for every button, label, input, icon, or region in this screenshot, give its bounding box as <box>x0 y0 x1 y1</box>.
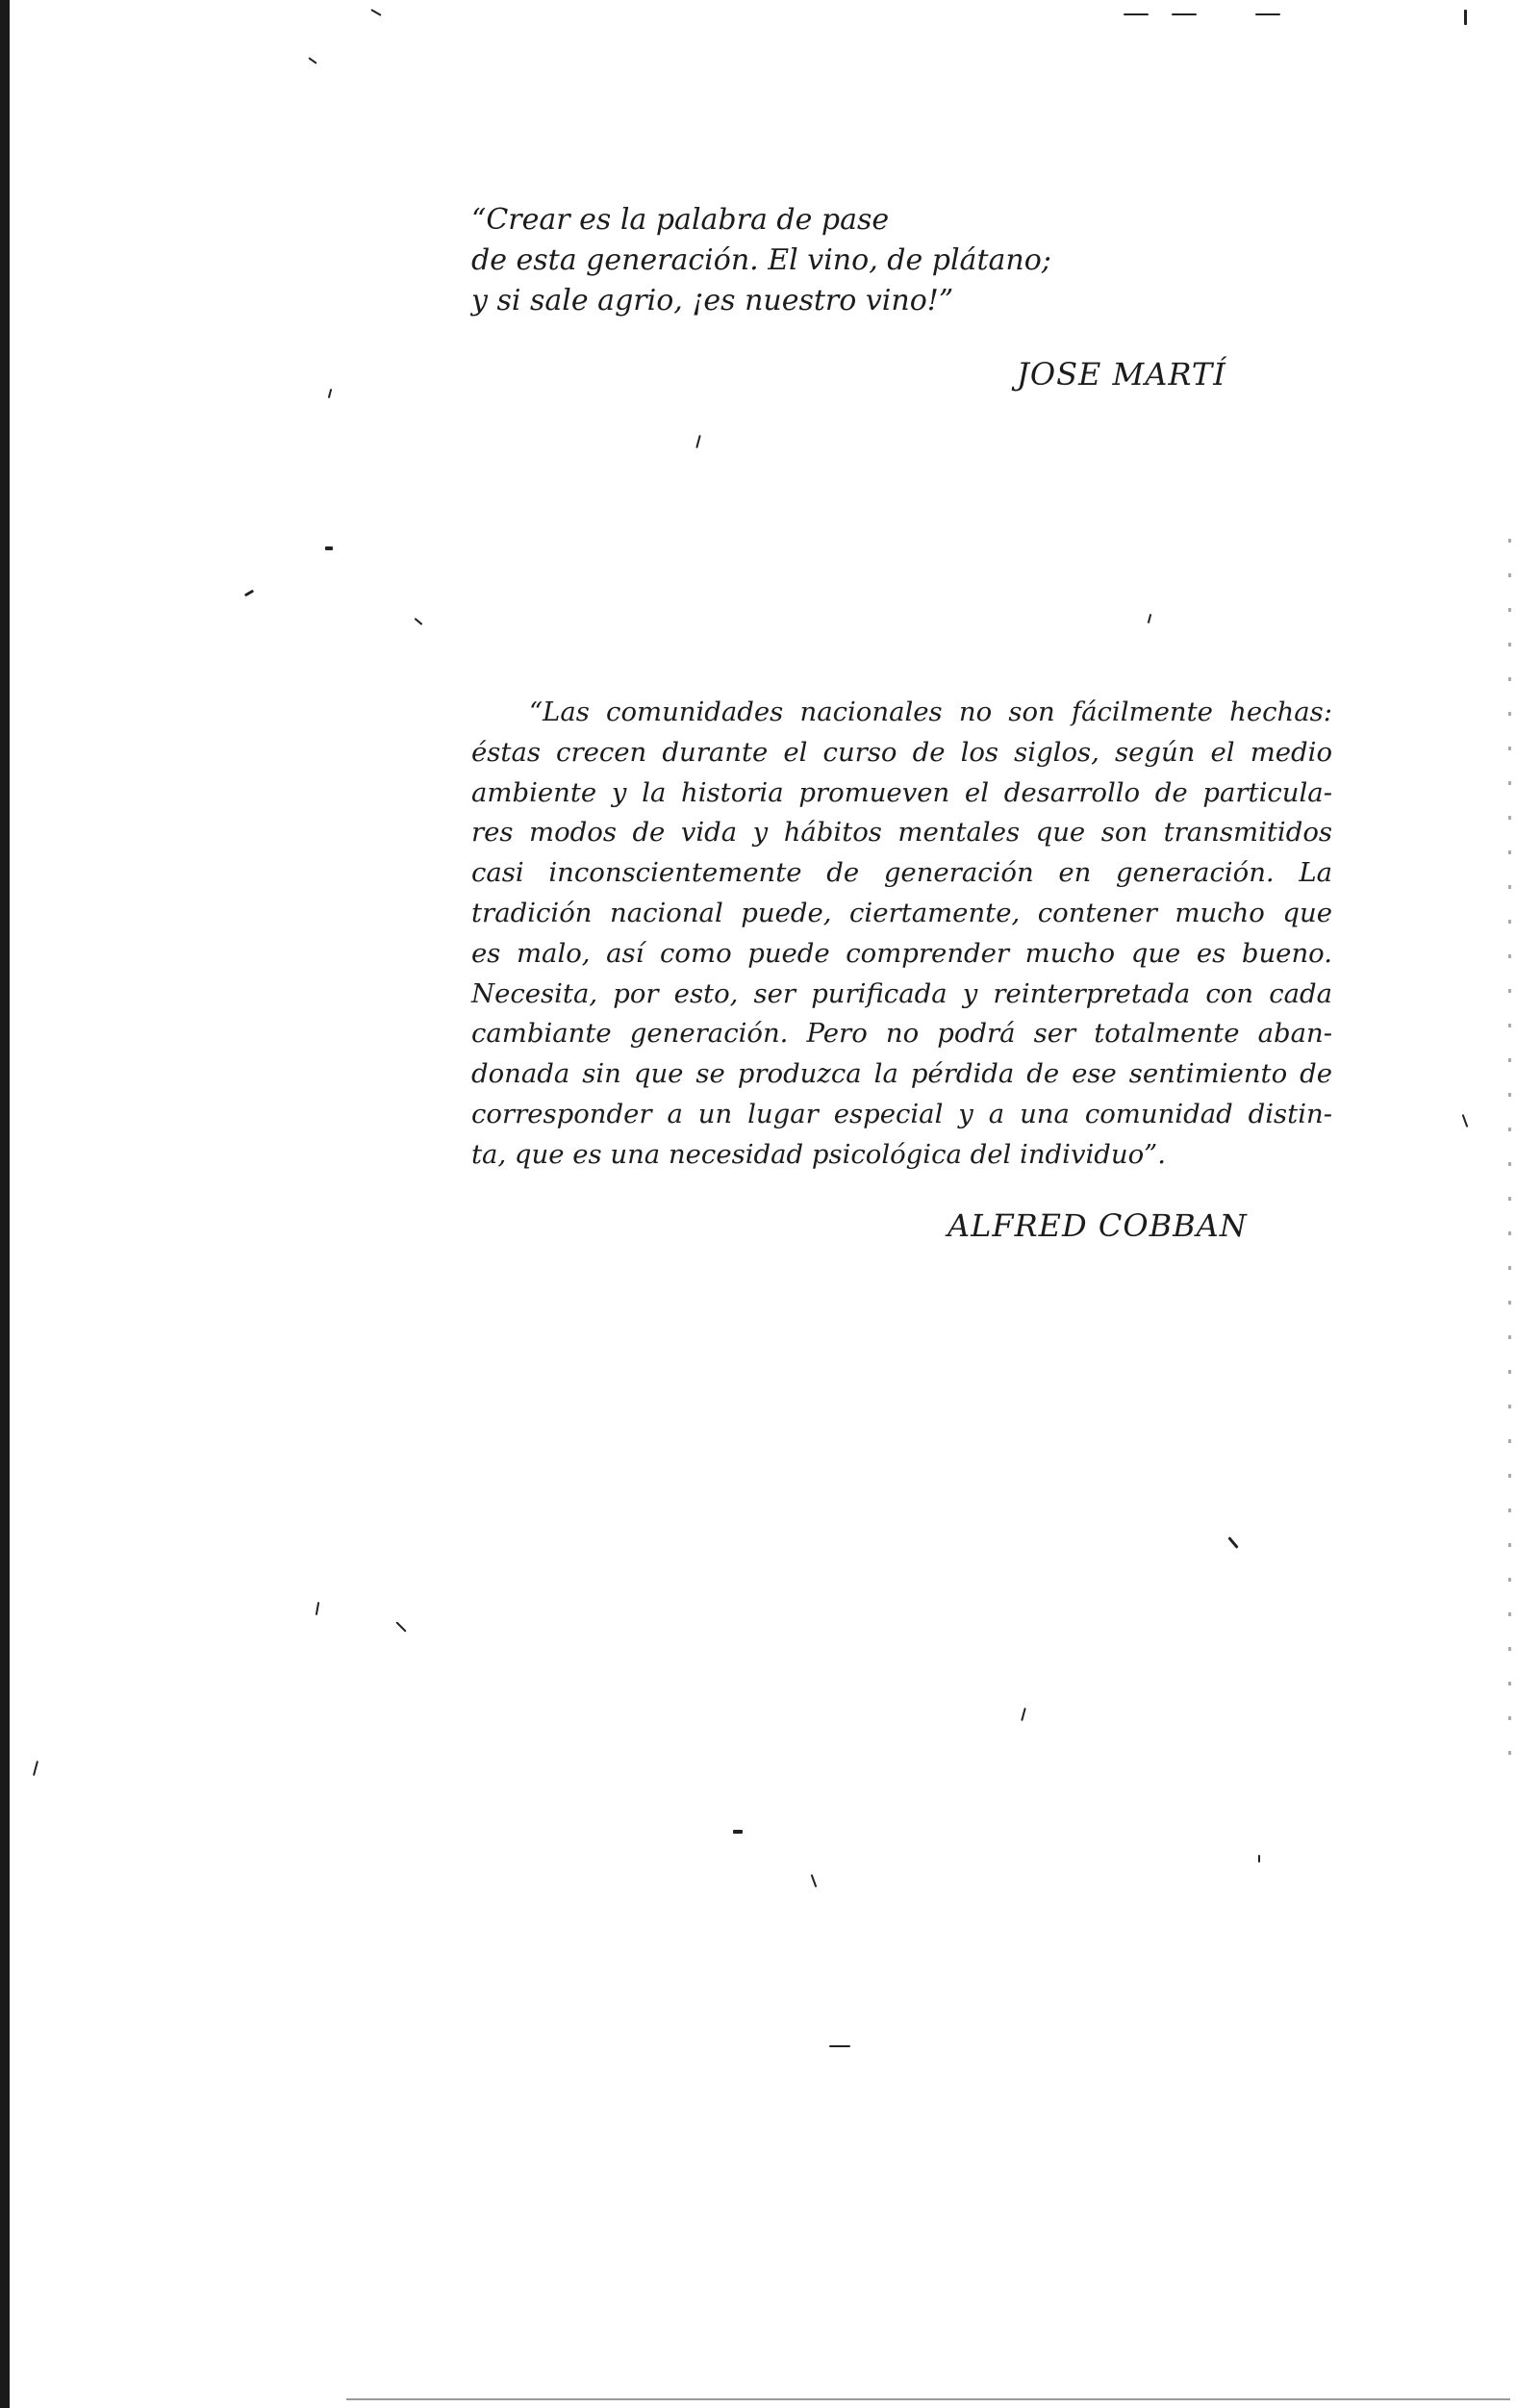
quote-line: éstas crecen durante el curso de los siglos, según el medio <box>471 736 1332 768</box>
quote-line: donada sin que se produzca la pérdida de ese sentimiento de <box>471 1058 1332 1090</box>
epigraph-author: JOSE MARTÍ <box>1017 356 1226 393</box>
scan-speck <box>33 1761 38 1776</box>
scan-speck <box>811 1874 818 1888</box>
scan-speck <box>1258 1855 1260 1863</box>
scan-speck <box>1124 13 1149 15</box>
scan-speck <box>395 1621 406 1632</box>
scan-speck <box>244 590 254 597</box>
quote-line: ta, que es una necesidad psicológica del individuo”. <box>471 1138 1166 1170</box>
scan-margin-specks <box>1508 539 1511 1761</box>
scan-speck <box>1464 10 1467 25</box>
quote-line: “Las comunidades nacionales no son fácilmente hechas: <box>529 697 1332 727</box>
quote-line: cambiante generación. Pero no podrá ser totalmente aban- <box>471 1018 1332 1050</box>
scan-speck <box>308 57 316 63</box>
quote-line: ambiente y la historia promueven el desarrollo de particula- <box>471 776 1332 808</box>
scan-speck <box>415 618 423 625</box>
quote-cobban <box>471 693 1332 1176</box>
scan-speck <box>328 389 333 398</box>
quote-line: es malo, así como puede comprender mucho que es bueno. <box>471 937 1332 969</box>
epigraph-line: y si sale agrio, ¡es nuestro vino!” <box>471 284 954 317</box>
bottom-scan-rule <box>346 2398 1510 2400</box>
page-binding-edge <box>0 0 10 2408</box>
scan-speck <box>733 1830 743 1834</box>
scan-speck <box>695 435 701 448</box>
epigraph-marti <box>471 200 1337 321</box>
scan-speck <box>829 2045 850 2047</box>
scan-speck <box>1462 1114 1469 1128</box>
scan-speck <box>1021 1708 1026 1721</box>
quote-line: tradición nacional puede, ciertamente, contener mucho que <box>471 897 1332 928</box>
scan-speck <box>1172 13 1197 15</box>
scan-speck <box>316 1602 319 1615</box>
epigraph-line: “Crear es la palabra de pase <box>471 203 890 237</box>
scan-speck <box>1227 1536 1238 1549</box>
epigraph-line: de esta generación. El vino, de plátano; <box>471 243 1051 277</box>
quote-line: corresponder a un lugar especial y a una comunidad distin- <box>471 1098 1332 1129</box>
quote-line: casi inconscientemente de generación en generación. La <box>471 857 1332 889</box>
scan-speck <box>325 546 333 550</box>
quote-author: ALFRED COBBAN <box>948 1207 1248 1244</box>
scan-speck <box>370 9 381 16</box>
quote-line: res modos de vida y hábitos mentales que son transmitidos <box>471 817 1332 849</box>
quote-line: Necesita, por esto, ser purificada y reinterpretada con cada <box>471 977 1332 1009</box>
scan-speck <box>1255 13 1280 15</box>
scan-speck <box>1148 614 1152 623</box>
